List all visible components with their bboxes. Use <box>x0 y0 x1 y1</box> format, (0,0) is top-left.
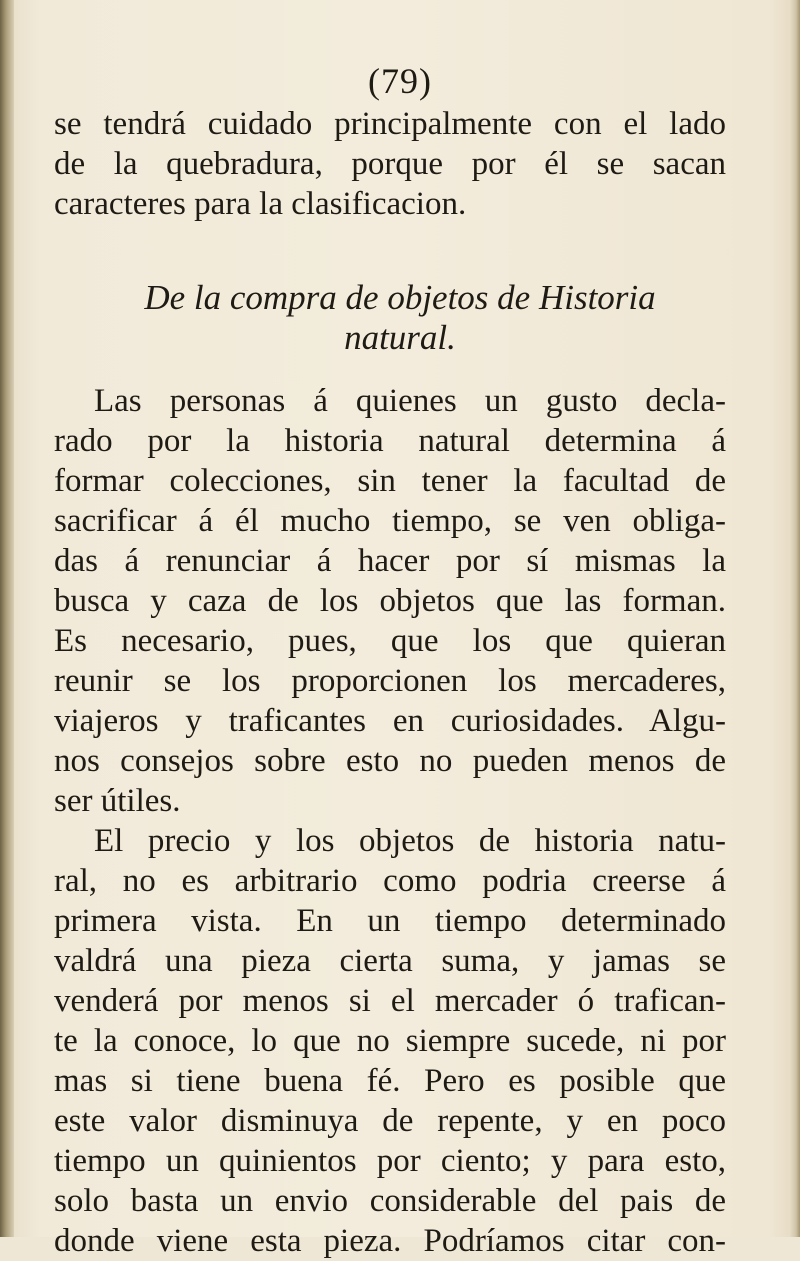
body-text <box>54 381 726 1261</box>
intro-line: se tendrá cuidado principalmente con el lado <box>54 106 726 142</box>
body-line: sacrificar á él mucho tiempo, se ven obliga- <box>54 503 726 539</box>
body-line: nos consejos sobre esto no pueden menos de <box>54 743 726 779</box>
body-line: formar colecciones, sin tener la facultad de <box>54 463 726 499</box>
page-number: (79) <box>368 61 432 101</box>
body-line: busca y caza de los objetos que las forman. <box>54 583 726 619</box>
body-line: primera vista. En un tiempo determinado <box>54 903 726 939</box>
page-edge <box>790 0 800 1237</box>
page-binding-shadow <box>0 0 14 1237</box>
body-line: viajeros y traficantes en curiosidades. Algu- <box>54 703 726 739</box>
body-line: Es necesario, pues, que los que quieran <box>54 623 726 659</box>
body-line: das á renunciar á hacer por sí mismas la <box>54 543 726 579</box>
heading-line: natural. <box>344 318 456 357</box>
body-line: te la conoce, lo que no siempre sucede, ni por <box>54 1023 726 1059</box>
body-line: ral, no es arbitrario como podria creerse á <box>54 863 726 899</box>
body-line: Las personas á quienes un gusto decla- <box>94 383 726 419</box>
body-line: valdrá una pieza cierta suma, y jamas se <box>54 943 726 979</box>
body-line: tiempo un quinientos por ciento; y para esto, <box>54 1143 726 1179</box>
body-line: solo basta un envio considerable del pais de <box>54 1183 726 1219</box>
heading-line: De la compra de objetos de Historia <box>144 278 656 317</box>
intro-line: de la quebradura, porque por él se sacan <box>54 146 726 182</box>
body-line: ser útiles. <box>54 783 181 819</box>
intro-line: caracteres para la clasificacion. <box>54 186 467 222</box>
body-line: El precio y los objetos de historia natu- <box>94 823 726 859</box>
intro-paragraph <box>54 104 726 224</box>
section-heading <box>40 278 760 358</box>
body-line: reunir se los proporcionen los mercaderes, <box>54 663 726 699</box>
body-line: rado por la historia natural determina á <box>54 423 726 459</box>
body-line: donde viene esta pieza. Podríamos citar con- <box>54 1223 726 1259</box>
body-line: este valor disminuya de repente, y en poco <box>54 1103 726 1139</box>
body-line: mas si tiene buena fé. Pero es posible que <box>54 1063 726 1099</box>
body-line: venderá por menos si el mercader ó trafican- <box>54 983 726 1019</box>
